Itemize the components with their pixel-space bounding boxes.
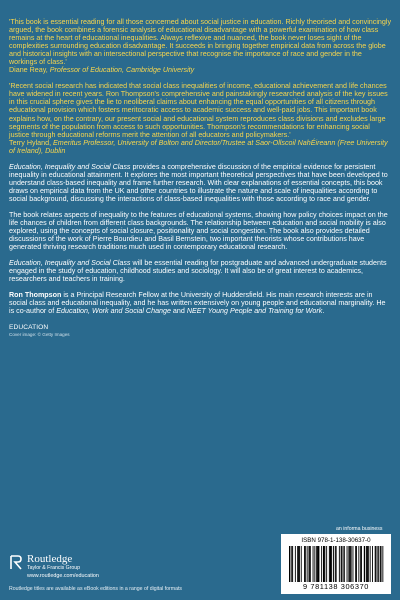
book-title-italic: Education, Inequality and Social Class	[9, 259, 131, 268]
publisher-name: Routledge	[27, 553, 73, 565]
isbn-text: ISBN 978-1-138-30637-0	[301, 537, 371, 544]
description-3-text: will be essential reading for postgraduate and advanced undergraduate students engaged in the study of education, childhood studies and sociology. It will also be of great interest to academics, researchers and teachers in training.	[9, 259, 387, 284]
informa-business-label: an informa business	[336, 526, 383, 532]
endorsement-quote-1	[9, 18, 392, 74]
description-paragraph-1	[9, 163, 392, 203]
description-2-text: The book relates aspects of inequality to the features of educational systems, showing how policy choices impact on the life chances of children from different class backgrounds. The relationship between education and social mobility is also explored, using the concepts of social closure, positionality and social congestion. The book also provides detailed discussions of the work of Pierre Bourdieu and Basil Bernstein, two important theorists whose contributions have generated thriving research traditions much used in contemporary educational research.	[9, 210, 388, 252]
author-bio	[9, 291, 392, 315]
publisher-name-block	[27, 554, 99, 580]
author-name: Ron Thompson	[9, 291, 62, 300]
description-paragraph-3	[9, 259, 392, 283]
author-bio-text: .	[322, 307, 325, 316]
barcode-icon	[287, 546, 385, 582]
author-bio-text: is a Principal Research Fellow at the University of Huddersfield. His main research interests are in social class and educational inequality, and he has written extensively on young people and educational marginality. He is co-author of	[9, 291, 386, 316]
quote-1-author: Diane Reay,	[9, 66, 48, 75]
quote-1-affiliation: Professor of Education, Cambridge University	[47, 66, 195, 75]
barcode-panel	[281, 534, 391, 594]
author-bio-text: and	[170, 307, 187, 316]
quote-1-attribution	[9, 66, 194, 74]
routledge-logo-icon	[9, 555, 23, 570]
back-cover-text	[9, 18, 392, 337]
quote-2-affiliation: Emeritus Professor, University of Bolton and Director/Trustee at Saor-Ollscoil NahÉireann (Free University of Ireland), Dublin	[9, 138, 388, 155]
book-title-italic: Education, Inequality and Social Class	[9, 162, 131, 171]
quote-1-text: 'This book is essential reading for all those concerned about social justice in education. Richly theorised and convincingly argued, the book combines a forensic analysis of educational disadvantage with a powerful examination of how class remains at the heart of educational inequalities. Always reflexive and nuanced, the book never loses sight of the complexities surrounding education disadvantage. It succeeds in bringing together empirical data from across the globe and historical insights with an intersectional perspective that recognise the importance of race and gender in the workings of class.'	[9, 18, 392, 67]
author-book-1: Education, Work and Social Change	[56, 307, 171, 316]
quote-2-text: 'Recent social research has indicated that social class inequalities of income, educational achievement and life chances have widened in recent years. Ron Thompson's comprehensive and painstakingly researched analysis of the key issues in this crucial sphere gives the lie to neoliberal claims about enhancing the equal opportunities of all citizens through educational provision which fosters meritocratic access to academic success and well-paid jobs. This important book explains how, on the contrary, our present social and educational system reproduces class divisions and excludes large segments of the population from access to such opportunities. Thompson's recommendations for enhancing social justice through educational reforms merit the attention of all educators and policymakers.'	[9, 82, 388, 139]
publisher-logo	[9, 554, 99, 580]
publisher-url: www.routledge.com/education	[27, 573, 99, 579]
description-1-text: provides a comprehensive discussion of the empirical evidence for persistent inequality in educational attainment. It explores the most important theoretical perspectives that have been developed to understand class-based inequality and frame further research. With clear explanations of essential concepts, this book draws on empirical data from the UK and other countries to illustrate the nature and scale of inequalities according to social background, discussing the interactions of class-based inequalities with those according to race and gender.	[9, 162, 388, 203]
publisher-group: Taylor & Francis Group	[27, 565, 81, 571]
endorsement-quote-2	[9, 82, 392, 154]
barcode-digits: 9 781138 306370	[303, 582, 369, 591]
description-paragraph-2	[9, 211, 392, 251]
ebook-note: Routledge titles are available as eBook editions in a range of digital formats	[9, 586, 183, 592]
subject-category: EDUCATION	[9, 323, 49, 331]
author-book-2: NEET Young People and Training for Work	[186, 307, 323, 316]
quote-2-author: Terry Hyland,	[9, 138, 52, 147]
quote-2-attribution	[9, 139, 388, 155]
cover-image-credit: Cover image: © Getty Images	[9, 331, 70, 337]
